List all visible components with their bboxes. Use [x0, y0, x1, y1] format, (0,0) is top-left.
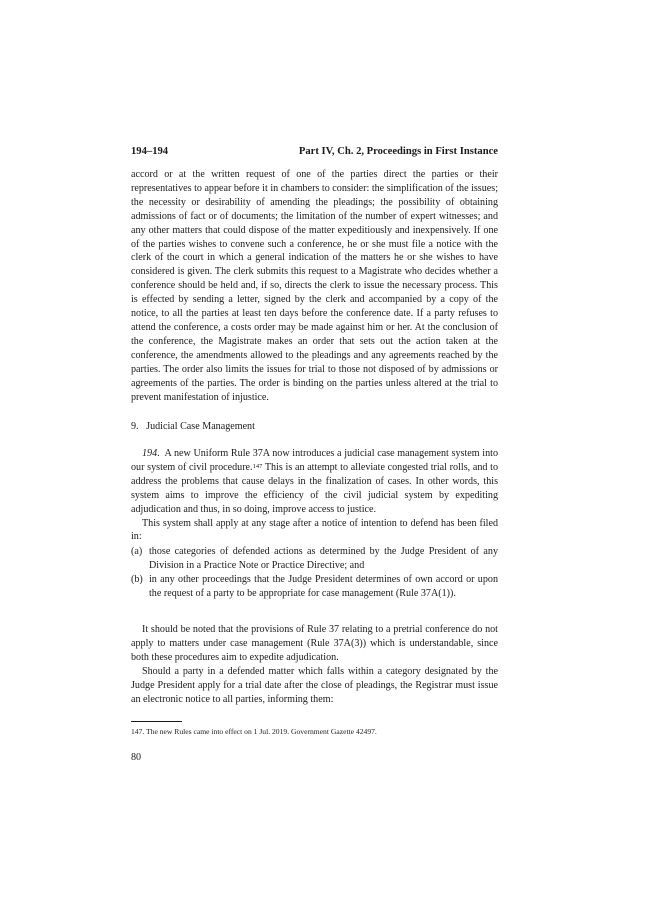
criteria-list [131, 545, 498, 601]
page-number: 80 [131, 752, 142, 763]
paragraph-apply: This system shall apply at any stage after a notice of intention to defend has been filed in: [131, 517, 498, 543]
paragraph-194-text-continued: This is an attempt to alleviate congested trial rolls, and to address the problems that cause delays in the finalization of cases. In other words, this system aims to improve the efficiency of the civil judicial system by expediting adjudication and thus, in so doing, improve access to justice. [131, 461, 498, 515]
section-title: Judicial Case Management [146, 421, 255, 432]
running-header [131, 145, 498, 158]
list-item-text: in any other proceedings that the Judge President determines of own accord or upon the request of a party to be appropriate for case management (Rule 37A(1)). [149, 573, 498, 599]
footnote-divider [131, 721, 182, 722]
list-item-text: those categories of defended actions as determined by the Judge President of any Division in a Practice Note or Practice Directive; and [149, 546, 498, 571]
section-number: 9. [131, 421, 139, 432]
footnote-147: 147. The new Rules came into effect on 1 Jul. 2019. Government Gazette 42497. [131, 727, 377, 736]
section-9-continued-block [131, 623, 498, 706]
header-paragraph-range: 194–194 [131, 146, 169, 157]
header-chapter-title: Part IV, Ch. 2, Proceedings in First Instance [298, 146, 498, 157]
footnote-reference[interactable]: 147 [252, 462, 263, 470]
intro-paragraph: accord or at the written request of one of the parties direct the parties or their representatives to appear before it in chambers to consider: the simplification of the issues; the necessity or desirability of amending the pleadings; the possibility of obtaining admissions of fact or of documents; the limitation of the number of expert witnesses; and any other matters that could dispose of the matter expeditiously and inexpensively. If one of the parties wishes to convene such a conference, he or she must file a notice with the clerk of the court in which a general indication of the matters he or she wishes to have considered is given. The clerk submits this request to a Magistrate who decides whether a conference should be held and, if so, directs the clerk to issue the necessary process. This is effected by sending a letter, signed by the clerk and accompanied by a copy of the notice, to all the parties at least ten days before the conference date. If a party refuses to attend the conference, a costs order may be made against him or her. At the conclusion of the conference, the Magistrate makes an order that sets out the action taken at the conference, the amendments allowed to the pleadings and any agreements reached by the parties. The order also limits the issues for trial to those not disposed of by admissions or agreements of the parties. The order is binding on the parties unless altered at the trial to prevent manifestation of injustice. [131, 169, 498, 403]
paragraph-number: 194 [142, 448, 158, 459]
intro-text-block [131, 168, 498, 404]
list-marker: (a) [131, 546, 143, 557]
paragraph-noted: It should be noted that the provisions of Rule 37 relating to a pretrial conference do not apply to matters under case management (Rule 37A(3)) which is understandable, since both these procedures aim to expedite adjudication. [131, 624, 498, 663]
list-item [131, 573, 498, 601]
paragraph-should: Should a party in a defended matter which falls within a category designated by the Judge President apply for a trial date after the close of pleadings, the Registrar must issue an electronic notice to all parties, informing them: [131, 665, 498, 705]
paragraph-194-text: A new Uniform Rule 37A now introduces a judicial case management system into our system of civil procedure. [131, 448, 498, 473]
paragraph-194: 194. A new Uniform Rule 37A now introduces a judicial case management system into our system of civil procedure.$^{147}$ This is an attempt to alleviate congested trial rolls, and to address the problems that cause delays in the finalization of cases. In other words, this system aims to improve the efficiency of the civil judicial system by expediting adjudication and thus, in so doing, improve access to justice. [131, 448, 498, 515]
section-heading [131, 420, 255, 433]
section-9-text-block [131, 447, 498, 544]
list-marker: (b) [131, 573, 143, 585]
list-item [131, 545, 498, 573]
